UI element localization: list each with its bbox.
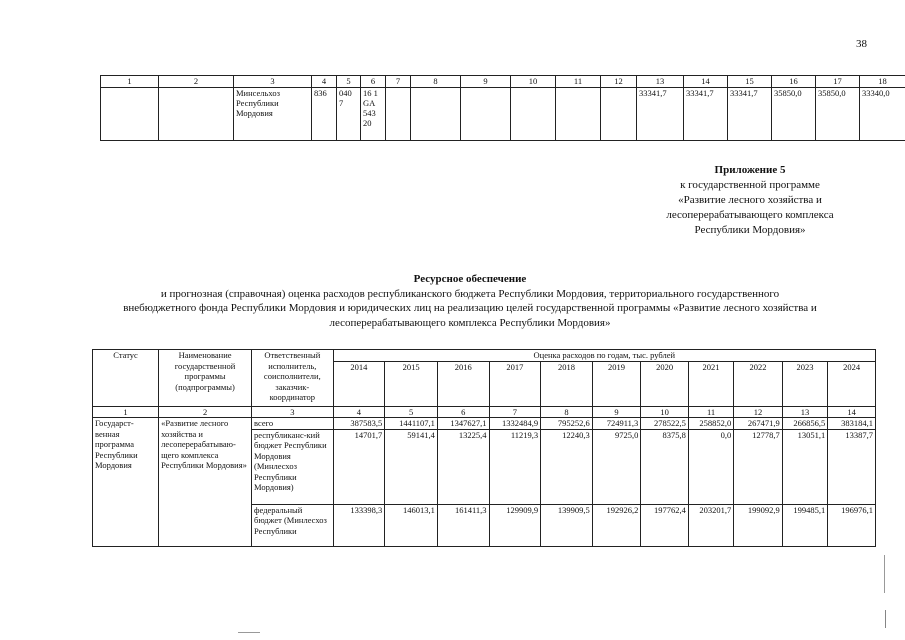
col-number: 8 [541, 406, 593, 418]
value-cell: 33341,7 [728, 88, 772, 141]
value-cell: 35850,0 [816, 88, 860, 141]
value-cell: 133398,3 [333, 504, 385, 546]
resource-table [92, 349, 876, 547]
column-numbers-row [93, 406, 876, 418]
code-line: 16 1 [363, 88, 378, 98]
appendix-title: Приложение 5 [714, 164, 786, 176]
value-cell: 139909,5 [541, 504, 593, 546]
col-number: 9 [461, 76, 511, 88]
value-cell: 13051,1 [782, 429, 827, 504]
col-number: 5 [337, 76, 361, 88]
value-cell: 12240,3 [541, 429, 593, 504]
value-cell: 266856,5 [782, 418, 827, 430]
col-number: 16 [772, 76, 816, 88]
value-cell: 9725,0 [592, 429, 641, 504]
empty-cell [386, 88, 411, 141]
col-number: 17 [816, 76, 860, 88]
col-number: 2 [159, 76, 234, 88]
value-cell: 278522,5 [641, 418, 689, 430]
continuation-table [100, 75, 905, 141]
value-cell: 267471,9 [734, 418, 783, 430]
appendix-block [640, 163, 860, 238]
year-header: 2016 [437, 361, 489, 406]
value-cell: 199092,9 [734, 504, 783, 546]
col-number: 10 [511, 76, 556, 88]
year-header: 2019 [592, 361, 641, 406]
value-cell: 199485,1 [782, 504, 827, 546]
continuation-header-row [101, 76, 905, 88]
col-number: 8 [411, 76, 461, 88]
value-cell: 35850,0 [772, 88, 816, 141]
col-number: 11 [688, 406, 733, 418]
col-number: 9 [592, 406, 641, 418]
value-cell: 33341,7 [637, 88, 684, 141]
col-number: 1 [93, 406, 159, 418]
code-cell [361, 88, 386, 141]
executor-cell [234, 88, 312, 141]
value-cell: 1332484,9 [489, 418, 541, 430]
code-line: 543 [363, 108, 376, 118]
col-number: 3 [252, 406, 334, 418]
year-header: 2020 [641, 361, 689, 406]
year-header: 2017 [489, 361, 541, 406]
table-row [101, 88, 905, 141]
executor-line: Мордовия [236, 108, 273, 118]
value-cell: 203201,7 [688, 504, 733, 546]
responsible-header: Ответственный исполнитель, соисполнители, заказчик-координатор [252, 350, 334, 407]
empty-cell [556, 88, 601, 141]
col-number: 3 [234, 76, 312, 88]
appendix-line: лесоперерабатывающего комплекса [666, 209, 834, 221]
code-line: GA [363, 98, 376, 108]
col-number: 14 [828, 406, 876, 418]
empty-cell [601, 88, 637, 141]
col-number: 10 [641, 406, 689, 418]
value-cell: 129909,9 [489, 504, 541, 546]
code-line: 7 [339, 98, 344, 108]
value-cell: 724911,3 [592, 418, 641, 430]
col-number: 2 [159, 406, 252, 418]
year-header: 2015 [385, 361, 438, 406]
value-cell: 59141,4 [385, 429, 438, 504]
heading-line: внебюджетного фонда Республики Мордовия и юридических лиц на реализацию целей государственной программы «Развитие лесного хозяйства и [123, 302, 817, 314]
code-line: 20 [363, 118, 372, 128]
col-number: 12 [601, 76, 637, 88]
empty-cell [411, 88, 461, 141]
value-cell: 12778,7 [734, 429, 783, 504]
col-number: 4 [312, 76, 337, 88]
value-cell: 161411,3 [437, 504, 489, 546]
value-cell: 146013,1 [385, 504, 438, 546]
value-cell: 8375,8 [641, 429, 689, 504]
col-number: 6 [361, 76, 386, 88]
value-cell: 795252,6 [541, 418, 593, 430]
empty-cell [159, 88, 234, 141]
funding-source-cell: всего [252, 418, 334, 430]
col-number: 13 [637, 76, 684, 88]
year-header: 2021 [688, 361, 733, 406]
heading-title: Ресурсное обеспечение [413, 273, 527, 285]
value-cell: 383184,1 [828, 418, 876, 430]
value-cell: 33341,7 [684, 88, 728, 141]
code-cell [337, 88, 361, 141]
empty-cell [101, 88, 159, 141]
header-row [93, 350, 876, 362]
col-number: 14 [684, 76, 728, 88]
appendix-line: «Развитие лесного хозяйства и [678, 194, 822, 206]
value-cell: 192926,2 [592, 504, 641, 546]
page-number: 38 [856, 38, 867, 50]
col-number: 15 [728, 76, 772, 88]
value-cell: 13225,4 [437, 429, 489, 504]
col-number: 13 [782, 406, 827, 418]
value-cell: 197762,4 [641, 504, 689, 546]
table-row [93, 418, 876, 430]
value-cell: 1441107,1 [385, 418, 438, 430]
scan-artifact [885, 610, 886, 628]
year-header: 2018 [541, 361, 593, 406]
executor-line: Республики [236, 98, 279, 108]
year-header: 2022 [734, 361, 783, 406]
col-number: 18 [860, 76, 905, 88]
col-number: 11 [556, 76, 601, 88]
funding-source-cell: федеральный бюджет (Минлесхоз Республики [252, 504, 334, 546]
value-cell: 13387,7 [828, 429, 876, 504]
scan-artifact [238, 632, 260, 633]
value-cell: 14701,7 [333, 429, 385, 504]
funding-source-cell: республиканс-кий бюджет Республики Мордовия (Минлесхоз Республики Мордовия) [252, 429, 334, 504]
year-header: 2024 [828, 361, 876, 406]
document-heading [60, 272, 880, 330]
executor-line: Минсельхоз [236, 88, 280, 98]
status-cell: Государст-венная программа Республики Мордовия [93, 418, 159, 547]
value-cell: 1347627,1 [437, 418, 489, 430]
col-number: 4 [333, 406, 385, 418]
value-cell: 387583,5 [333, 418, 385, 430]
code-cell: 836 [312, 88, 337, 141]
col-number: 5 [385, 406, 438, 418]
col-number: 7 [386, 76, 411, 88]
appendix-line: Республики Мордовия» [694, 224, 806, 236]
value-cell: 11219,3 [489, 429, 541, 504]
program-name-cell: «Развитие лесного хозяйства и лесоперерабатываю-щего комплекса Республики Мордовия» [159, 418, 252, 547]
value-cell: 258852,0 [688, 418, 733, 430]
program-name-header: Наименование государственной программы (подпрограммы) [159, 350, 252, 407]
col-number: 6 [437, 406, 489, 418]
value-cell: 33340,0 [860, 88, 905, 141]
code-line: 040 [339, 88, 352, 98]
scan-artifact [884, 555, 885, 593]
empty-cell [511, 88, 556, 141]
value-cell: 0,0 [688, 429, 733, 504]
estimate-header: Оценка расходов по годам, тыс. рублей [333, 350, 875, 362]
empty-cell [461, 88, 511, 141]
col-number: 12 [734, 406, 783, 418]
appendix-line: к государственной программе [680, 179, 820, 191]
year-header: 2014 [333, 361, 385, 406]
value-cell: 196976,1 [828, 504, 876, 546]
heading-line: лесоперерабатывающего комплекса Республики Мордовия» [329, 316, 611, 329]
col-number: 7 [489, 406, 541, 418]
heading-line: и прогнозная (справочная) оценка расходов республиканского бюджета Республики Мордовия, территориального государственного [160, 287, 780, 300]
col-number: 1 [101, 76, 159, 88]
year-header: 2023 [782, 361, 827, 406]
status-header: Статус [93, 350, 159, 407]
